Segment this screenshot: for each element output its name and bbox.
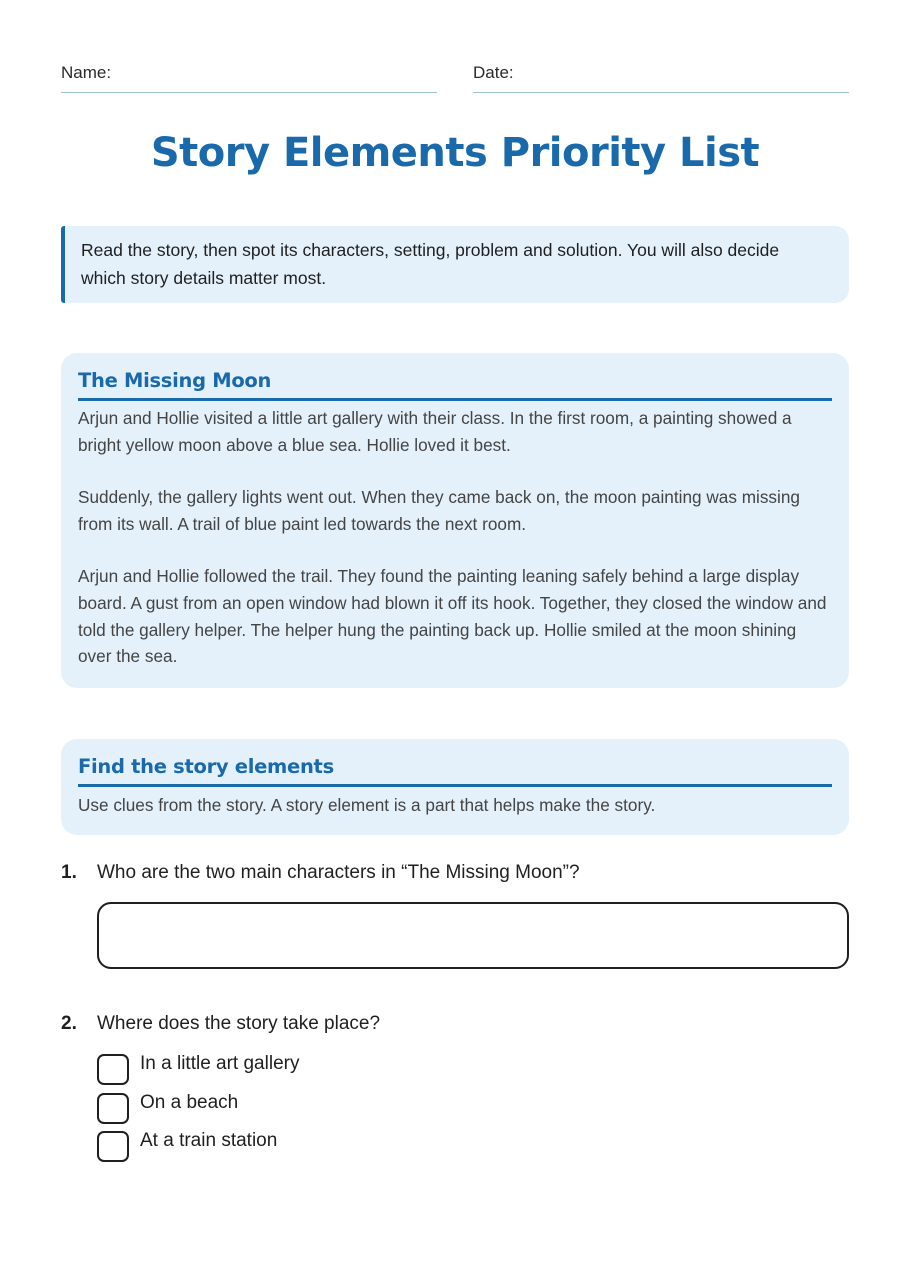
story-card — [61, 353, 849, 688]
name-label: Name: — [61, 63, 112, 82]
checkbox[interactable] — [97, 1131, 129, 1162]
story-paragraph-2: Suddenly, the gallery lights went out. When they came back on, the moon painting was missing from its wall. A trail of blue paint led towards the next room. — [78, 487, 800, 534]
question-1-answer-box[interactable] — [97, 902, 849, 969]
checkbox[interactable] — [97, 1054, 129, 1085]
option-label: In a little art gallery — [140, 1053, 300, 1074]
option-label: On a beach — [140, 1091, 239, 1113]
name-date-row — [61, 62, 849, 92]
date-label: Date: — [473, 63, 514, 82]
name-field[interactable] — [61, 62, 437, 93]
option-label: At a train station — [140, 1130, 278, 1151]
question-1-number: 1. — [61, 862, 77, 883]
intro-callout: Read the story, then spot its characters, setting, problem and solution. You will also decide which story details matter most. — [61, 226, 849, 303]
date-field[interactable] — [473, 62, 849, 93]
page-title: Story Elements Priority List — [150, 130, 760, 176]
find-elements-instruction: Use clues from the story. A story element is a part that helps make the story. — [78, 795, 656, 815]
question-1-text: Who are the two main characters in “The Missing Moon”? — [97, 862, 580, 883]
story-title: The Missing Moon — [78, 369, 832, 401]
find-elements-card — [61, 739, 849, 835]
find-elements-title: Find the story elements — [78, 755, 832, 787]
checkbox[interactable] — [97, 1093, 129, 1124]
question-2-number: 2. — [61, 1013, 77, 1034]
story-paragraph-3: Arjun and Hollie followed the trail. They found the painting leaning safely behind a large display board. A gust from an open window had blown it off its hook. Together, they closed the window and told the gallery helper. The helper hung the painting back up. Hollie smiled at the moon shining over the sea. — [78, 566, 827, 667]
question-2-text: Where does the story take place? — [97, 1013, 381, 1034]
story-paragraph-1: Arjun and Hollie visited a little art gallery with their class. In the first room, a painting showed a bright yellow moon above a blue sea. Hollie loved it best. — [78, 408, 792, 455]
